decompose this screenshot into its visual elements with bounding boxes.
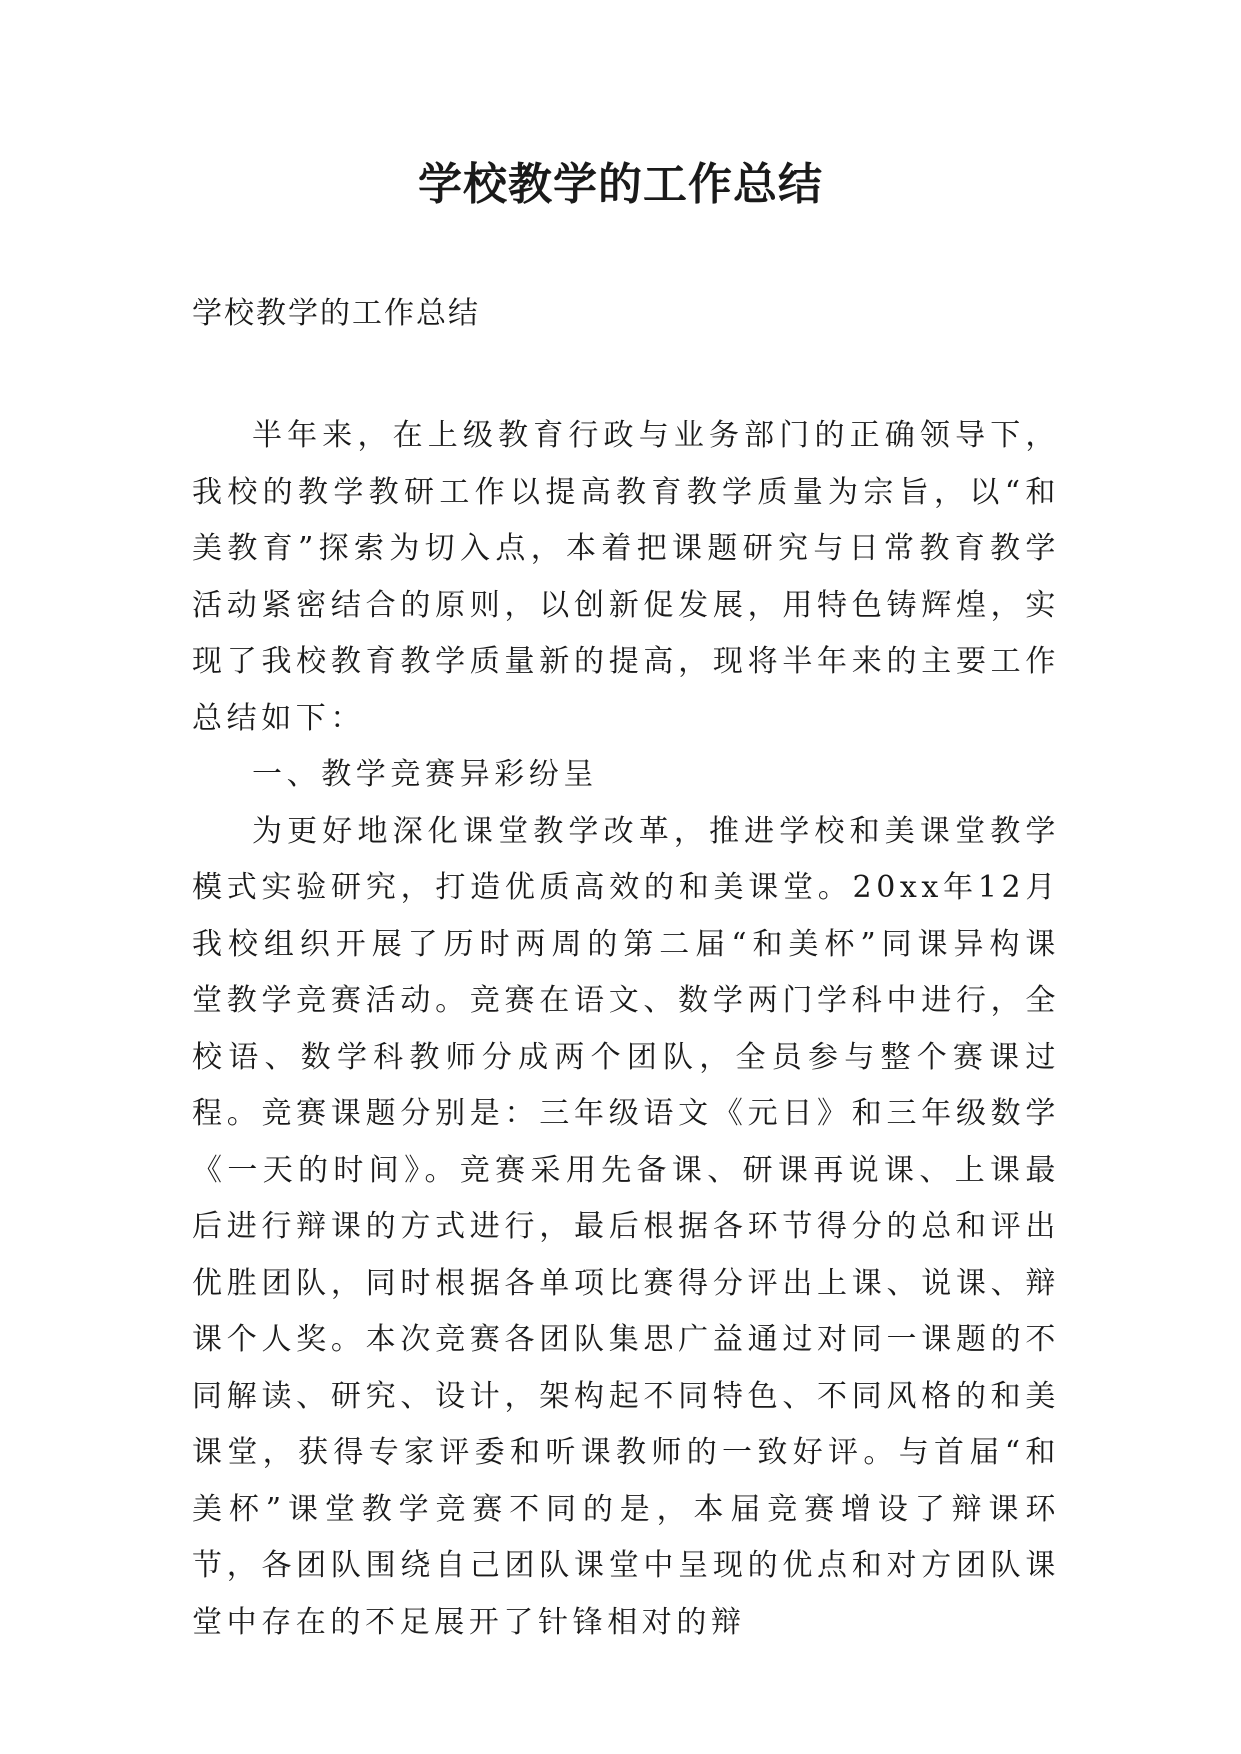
- paragraph-competition: 为更好地深化课堂教学改革，推进学校和美课堂教学模式实验研究，打造优质高效的和美课堂。20xx年12月我校组织开展了历时两周的第二届“和美杯”同课异构课堂教学竞赛活动。竞赛在语文、数学两门学科中进行，全校语、数学科教师分成两个团队，全员参与整个赛课过程。竞赛课题分别是：三年级语文《元日》和三年级数学《一天的时间》。竞赛采用先备课、研课再说课、上课最后进行辩课的方式进行，最后根据各环节得分的总和评出优胜团队，同时根据各单项比赛得分评出上课、说课、辩课个人奖。本次竞赛各团队集思广益通过对同一课题的不同解读、研究、设计，架构起不同特色、不同风格的和美课堂，获得专家评委和听课教师的一致好评。与首届“和美杯”课堂教学竞赛不同的是，本届竞赛增设了辩课环节，各团队围绕自己团队课堂中呈现的优点和对方团队课堂中存在的不足展开了针锋相对的辩: [192, 813, 1060, 1640]
- document-title: 学校教学的工作总结: [418, 159, 823, 210]
- document-subtitle: 学校教学的工作总结: [192, 296, 480, 331]
- section-heading-1: 一、教学竞赛异彩纷呈: [252, 757, 598, 792]
- document-body: [192, 408, 1060, 1651]
- paragraph-intro: 半年来，在上级教育行政与业务部门的正确领导下，我校的教学教研工作以提高教育教学质量为宗旨，以“和美教育”探索为切入点，本着把课题研究与日常教育教学活动紧密结合的原则，以创新促发展，用特色铸辉煌，实现了我校教育教学质量新的提高，现将半年来的主要工作总结如下：: [192, 418, 1060, 736]
